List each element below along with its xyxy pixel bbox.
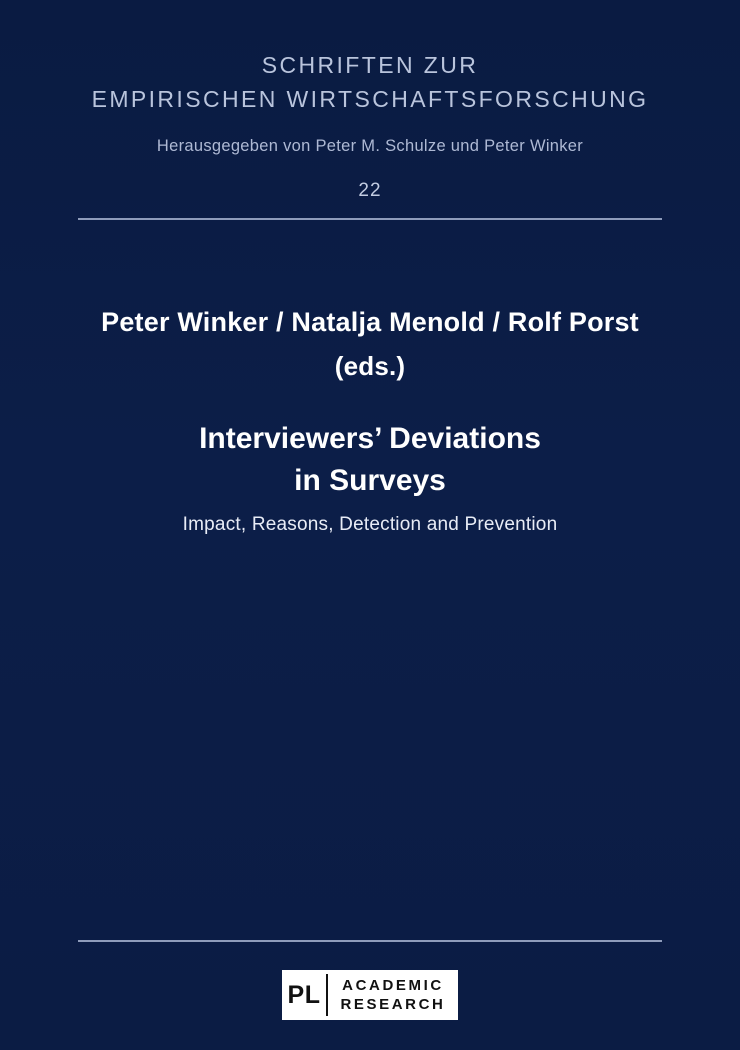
publisher-logo: [282, 970, 458, 1020]
page-title: [60, 418, 680, 502]
editors-note: (eds.): [334, 351, 406, 381]
series-header: [78, 48, 662, 202]
publisher-name: [328, 970, 458, 1020]
title-line-2: in Surveys: [294, 464, 446, 497]
authors-names: Peter Winker / Natalja Menold / Rolf Porst: [101, 307, 639, 337]
publisher-name-line-2: RESEARCH: [340, 996, 446, 1013]
publisher-name-line-1: ACADEMIC: [342, 977, 444, 994]
series-volume-number: 22: [358, 180, 382, 201]
book-subtitle: Impact, Reasons, Detection and Prevention: [182, 514, 558, 535]
title-line-1: Interviewers’ Deviations: [199, 422, 541, 455]
book-authors: [70, 300, 670, 388]
publisher-mark: PL: [282, 970, 326, 1020]
divider-top: [78, 218, 662, 220]
series-title-line-1: SCHRIFTEN ZUR: [261, 52, 479, 78]
divider-bottom: [78, 940, 662, 942]
series-title-line-2: EMPIRISCHEN WIRTSCHAFTSFORSCHUNG: [91, 86, 649, 112]
series-editors: Herausgegeben von Peter M. Schulze und Peter Winker: [156, 137, 584, 155]
